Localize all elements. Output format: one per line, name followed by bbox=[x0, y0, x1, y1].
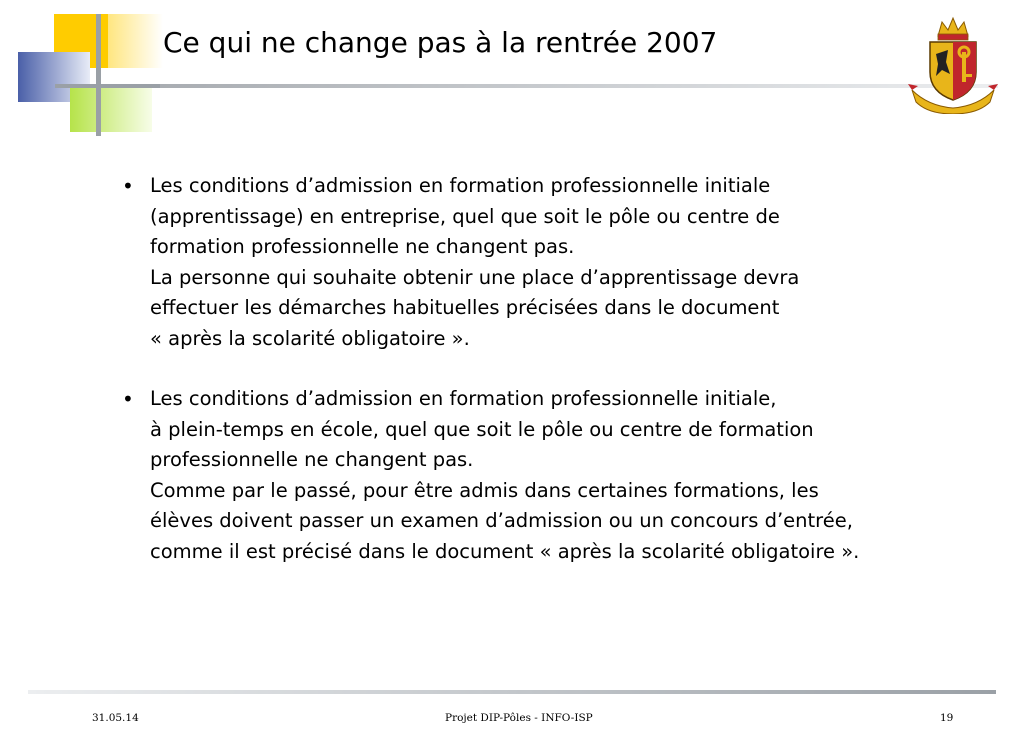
slide-title: Ce qui ne change pas à la rentrée 2007 bbox=[163, 26, 718, 59]
bullet-line: La personne qui souhaite obtenir une place d’apprentissage devra bbox=[150, 265, 800, 289]
bullet-item-2 bbox=[122, 384, 972, 567]
bullet-list bbox=[122, 171, 972, 597]
bullet-line: effectuer les démarches habituelles précisées dans le document bbox=[150, 296, 780, 319]
decoration-horizontal-line bbox=[55, 84, 165, 88]
bullet-item-1 bbox=[122, 171, 972, 354]
bullet-line: à plein-temps en école, quel que soit le pôle ou centre de formation bbox=[150, 417, 814, 441]
geneva-coat-of-arms-icon bbox=[908, 14, 998, 114]
footer-date: 31.05.14 bbox=[92, 712, 139, 724]
bullet-line: Les conditions d’admission en formation professionnelle initiale, bbox=[150, 387, 777, 410]
bullet-line: comme il est précisé dans le document « après la scolarité obligatoire ». bbox=[150, 539, 860, 563]
bullet-dot: • bbox=[122, 174, 134, 198]
footer-page-number: 19 bbox=[940, 712, 954, 724]
bullet-line: professionnelle ne changent pas. bbox=[150, 448, 474, 471]
decoration-vertical-line bbox=[96, 14, 101, 136]
bullet-text bbox=[150, 384, 972, 567]
decoration-yellow-fade bbox=[108, 14, 163, 68]
decoration-green-square bbox=[70, 86, 152, 132]
title-underline bbox=[160, 84, 998, 88]
footer-project-name: Projet DIP-Pôles - INFO-ISP bbox=[445, 712, 593, 724]
footer-rule bbox=[28, 690, 996, 694]
bullet-line: « après la scolarité obligatoire ». bbox=[150, 326, 470, 350]
bullet-line: (apprentissage) en entreprise, quel que soit le pôle ou centre de bbox=[150, 204, 780, 228]
bullet-line: Comme par le passé, pour être admis dans certaines formations, les bbox=[150, 478, 819, 502]
bullet-dot: • bbox=[122, 387, 134, 411]
bullet-text bbox=[150, 171, 972, 354]
bullet-line: formation professionnelle ne changent pas. bbox=[150, 235, 575, 258]
bullet-line: Les conditions d’admission en formation professionnelle initiale bbox=[150, 174, 771, 197]
bullet-line: élèves doivent passer un examen d’admission ou un concours d’entrée, bbox=[150, 509, 853, 532]
